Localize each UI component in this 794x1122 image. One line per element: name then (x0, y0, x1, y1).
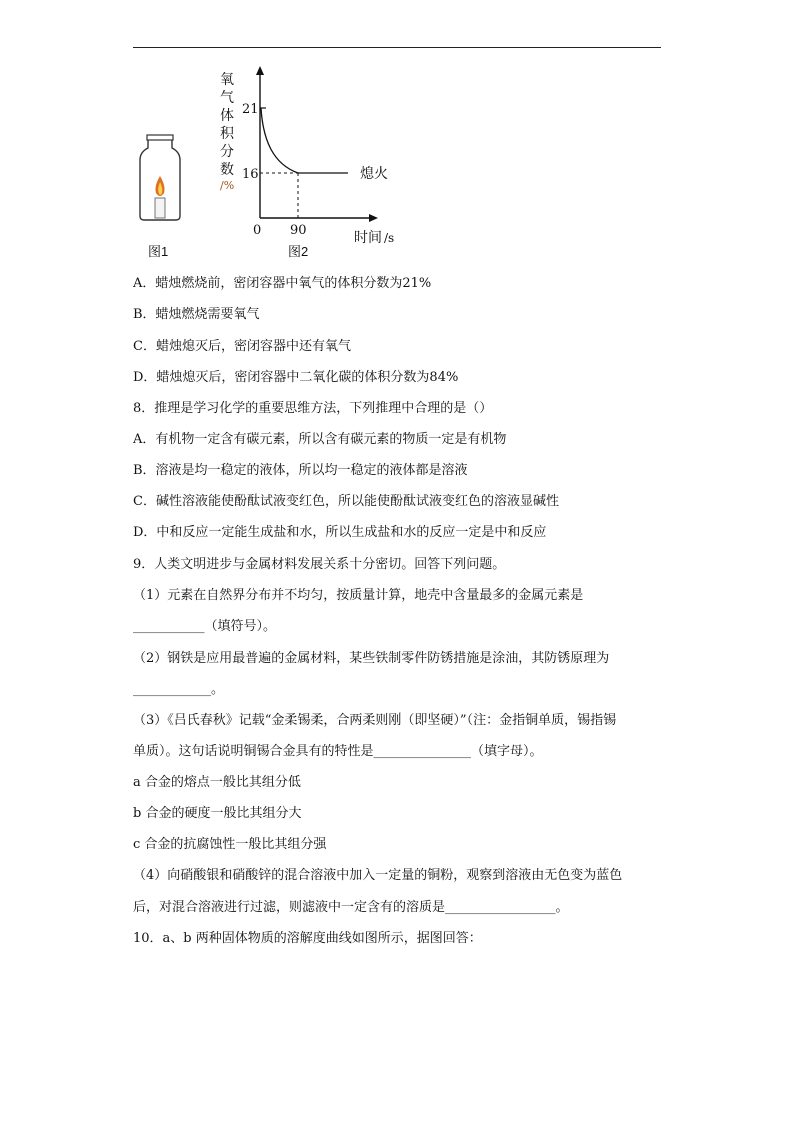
x-axis-arrow (369, 214, 378, 222)
q9-part4-line2: 后，对混合溶液进行过滤，则滤液中一定含有的溶质是_________________。 (133, 900, 569, 915)
y-tick-21-label: 21 (242, 102, 259, 117)
q7-option-b: B．蜡烛燃烧需要氧气 (133, 307, 260, 322)
oxygen-curve (261, 108, 348, 173)
x-axis-title: 时间 (354, 230, 382, 246)
header-rule (133, 47, 661, 48)
figures-svg (120, 60, 420, 270)
q7-option-d: D．蜡烛熄灭后，密闭容器中二氧化碳的体积分数为84% (133, 370, 459, 385)
q8-option-b: B．溶液是均一稳定的液体，所以均一稳定的液体都是溶液 (133, 463, 468, 478)
y-axis-char-3: 体 (220, 108, 234, 124)
q10-stem: 10．a、b 两种固体物质的溶解度曲线如图所示，据图回答： (133, 931, 482, 946)
y-axis-unit: /% (220, 179, 235, 192)
q8-stem: 8．推理是学习化学的重要思维方法，下列推理中合理的是（） (133, 401, 493, 416)
y-axis-char-4: 积 (220, 126, 234, 142)
q9-part4-line1: （4）向硝酸银和硝酸锌的混合溶液中加入一定量的铜粉，观察到溶液由无色变为蓝色 (133, 868, 623, 883)
y-axis-char-2: 气 (220, 90, 234, 106)
q9-stem: 9．人类文明进步与金属材料发展关系十分密切。回答下列问题。 (133, 557, 506, 572)
q8-option-a: A．有机物一定含有碳元素，所以含有碳元素的物质一定是有机物 (133, 432, 507, 447)
figure-area (120, 60, 420, 270)
y-axis-char-6: 数 (220, 162, 234, 178)
x-tick-90-label: 90 (290, 223, 307, 238)
x-axis-unit: /s (384, 231, 395, 245)
annotation-extinguish: 熄火 (360, 166, 388, 182)
fig1-label: 图1 (148, 244, 169, 259)
q9-part2-line1: （2）钢铁是应用最普遍的金属材料，某些铁制零件防锈措施是涂油，其防锈原理为 (133, 651, 610, 666)
q7-option-c: C．蜡烛熄灭后，密闭容器中还有氧气 (133, 339, 351, 354)
q9-part1-line2: ___________（填符号）。 (133, 619, 277, 634)
y-axis-char-1: 氧 (220, 72, 234, 88)
q9-choice-b: b 合金的硬度一般比其组分大 (133, 806, 302, 821)
origin-label: 0 (253, 223, 262, 238)
y-axis-arrow (256, 66, 264, 75)
q9-part2-line2: ____________。 (133, 682, 225, 697)
q9-part1-line1: （1）元素在自然界分布并不均匀，按质量计算，地壳中含量最多的金属元素是 (133, 588, 584, 603)
q9-part3-line2: 单质）。这句话说明铜锡合金具有的特性是_______________（填字母）。 (133, 744, 543, 759)
q7-option-a: A．蜡烛燃烧前，密闭容器中氧气的体积分数为21% (133, 276, 432, 291)
q9-choice-a: a 合金的熔点一般比其组分低 (133, 775, 301, 790)
q9-part3-line1: （3）《吕氏春秋》记载“金柔锡柔，合两柔则刚（即坚硬）”（注：金指铜单质，锡指锡 (133, 713, 617, 728)
q8-option-c: C．碱性溶液能使酚酞试液变红色，所以能使酚酞试液变红色的溶液显碱性 (133, 494, 559, 509)
fig2-label: 图2 (288, 244, 309, 259)
y-axis-char-5: 分 (220, 144, 234, 160)
y-tick-16-label: 16 (242, 167, 259, 182)
bottle-with-candle-illustration (140, 135, 180, 220)
q8-option-d: D．中和反应一定能生成盐和水，所以生成盐和水的反应一定是中和反应 (133, 525, 547, 540)
q9-choice-c: c 合金的抗腐蚀性一般比其组分强 (133, 837, 327, 852)
